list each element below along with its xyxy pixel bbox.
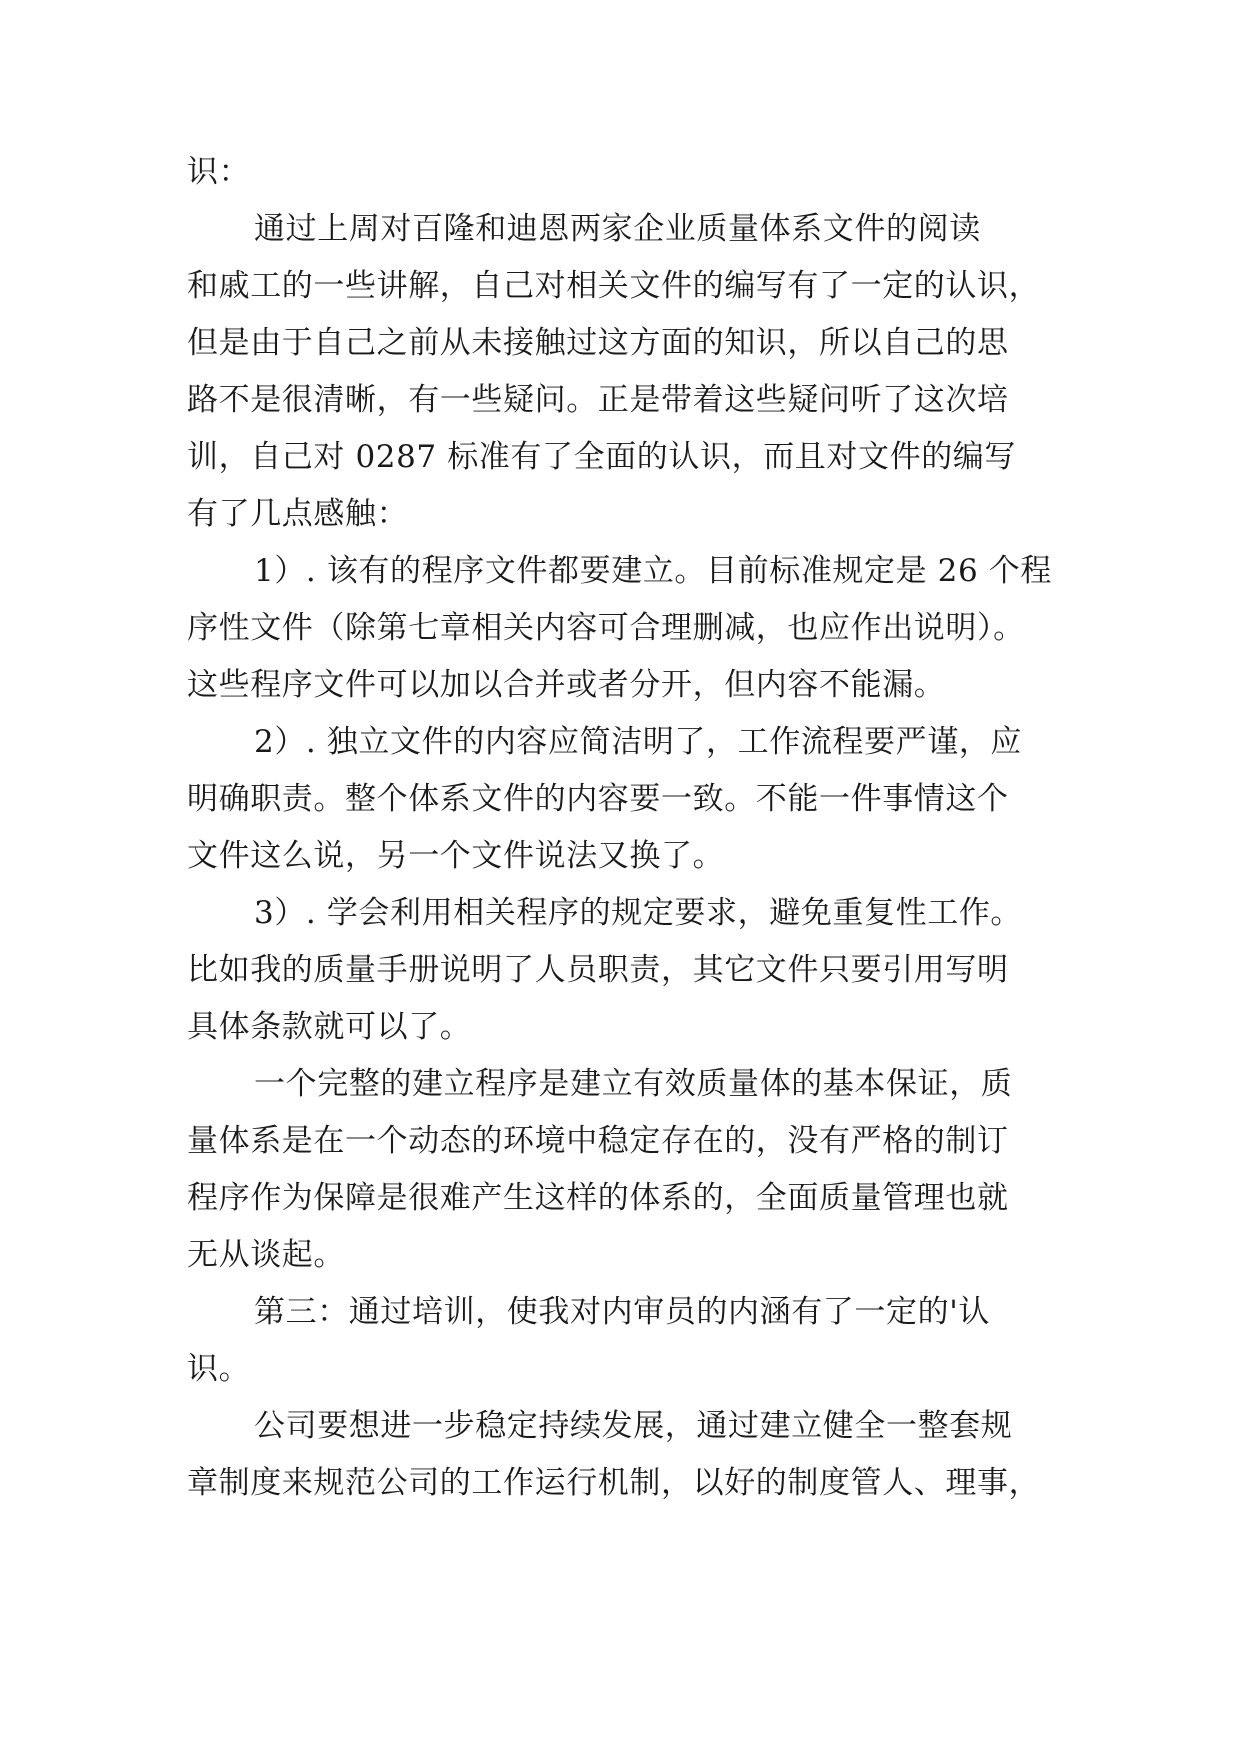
text-line: 第三：通过培训，使我对内审员的内涵有了一定的'认: [254, 1294, 990, 1330]
text-line: 文件这么说，另一个文件说法又换了。: [187, 838, 725, 874]
text-line: 量体系是在一个动态的环境中稳定存在的，没有严格的制订: [187, 1123, 1009, 1159]
text-line: 训，自己对 0287 标准有了全面的认识，而且对文件的编写: [187, 439, 1016, 475]
text-line: 有了几点感触：: [187, 496, 409, 532]
text-line: 序性文件（除第七章相关内容可合理删减，也应作出说明）。: [187, 610, 1025, 646]
text-line: 一个完整的建立程序是建立有效质量体的基本保证，质: [254, 1066, 1013, 1102]
text-line: 无从谈起。: [187, 1237, 345, 1273]
text-line: 2）. 独立文件的内容应简洁明了，工作流程要严谨，应: [254, 724, 1023, 760]
text-line: 章制度来规范公司的工作运行机制，以好的制度管人、理事，: [187, 1465, 1041, 1501]
text-line: 3）. 学会利用相关程序的规定要求，避免重复性工作。: [254, 895, 1023, 931]
text-line: 这些程序文件可以加以合并或者分开，但内容不能漏。: [187, 667, 946, 703]
text-line: 1）. 该有的程序文件都要建立。目前标准规定是 26 个程: [254, 553, 1052, 589]
text-line: 识。: [187, 1351, 251, 1387]
text-line: 识：: [187, 154, 251, 190]
text-line: 明确职责。整个体系文件的内容要一致。不能一件事情这个: [187, 781, 1009, 817]
text-line: 具体条款就可以了。: [187, 1009, 472, 1045]
text-line: 程序作为保障是很难产生这样的体系的，全面质量管理也就: [187, 1180, 1009, 1216]
text-line: 和戚工的一些讲解，自己对相关文件的编写有了一定的认识，: [187, 268, 1041, 304]
text-line: 但是由于自己之前从未接触过这方面的知识，所以自己的思: [187, 325, 1009, 361]
text-line: 公司要想进一步稳定持续发展，通过建立健全一整套规: [254, 1408, 1013, 1444]
text-line: 通过上周对百隆和迪恩两家企业质量体系文件的阅读: [254, 211, 981, 247]
text-line: 比如我的质量手册说明了人员职责，其它文件只要引用写明: [187, 952, 1009, 988]
text-line: 路不是很清晰，有一些疑问。正是带着这些疑问听了这次培: [187, 382, 1009, 418]
